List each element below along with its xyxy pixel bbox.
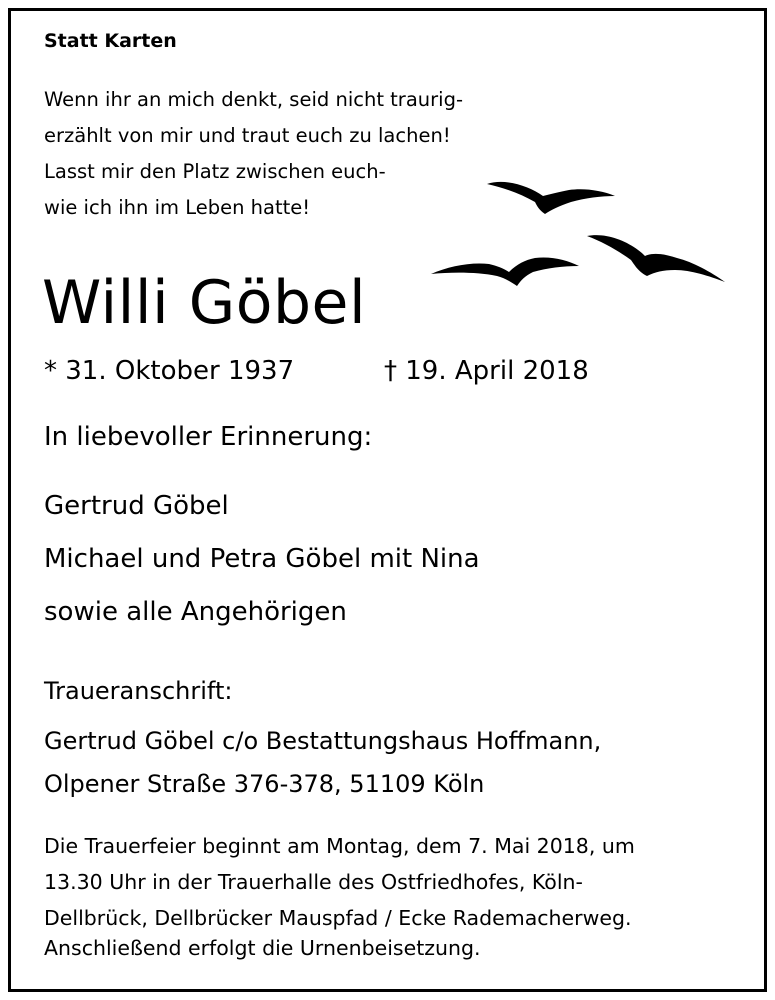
death-date: † 19. April 2018 [384,356,589,386]
poem-line: Lasst mir den Platz zwischen euch- [44,160,386,183]
poem-line: erzählt von mir und traut euch zu lachen! [44,124,451,147]
memory-line: In liebevoller Erinnerung: [44,422,373,452]
poem-line: Wenn ihr an mich denkt, seid nicht traurig- [44,88,463,111]
mourning-address [44,720,601,806]
service-line: Dellbrück, Dellbrücker Mauspfad / Ecke Rademacherweg. [44,906,632,930]
mourners-list [44,480,480,639]
funeral-service-info [44,828,635,936]
urn-burial-line: Anschließend erfolgt die Urnenbeisetzung. [44,936,481,960]
poem [44,82,463,226]
bird-icon [587,235,725,282]
address-label: Traueranschrift: [44,677,233,705]
notice-heading: Statt Karten [44,30,177,52]
poem-line: wie ich ihn im Leben hatte! [44,196,311,219]
bird-icon [431,257,579,286]
mourner: Gertrud Göbel [44,491,229,521]
flying-birds-icon [425,170,725,290]
address-line: Olpener Straße 376-378, 51109 Köln [44,770,485,798]
mourner: sowie alle Angehörigen [44,597,347,627]
address-line: Gertrud Göbel c/o Bestattungshaus Hoffmann, [44,727,602,755]
deceased-name: Willi Göbel [42,268,367,338]
service-line: Die Trauerfeier beginnt am Montag, dem 7. Mai 2018, um [44,834,635,858]
service-line: 13.30 Uhr in der Trauerhalle des Ostfriedhofes, Köln- [44,870,583,894]
mourner: Michael und Petra Göbel mit Nina [44,544,480,574]
birth-date: * 31. Oktober 1937 [44,356,295,386]
bird-icon [487,182,615,214]
